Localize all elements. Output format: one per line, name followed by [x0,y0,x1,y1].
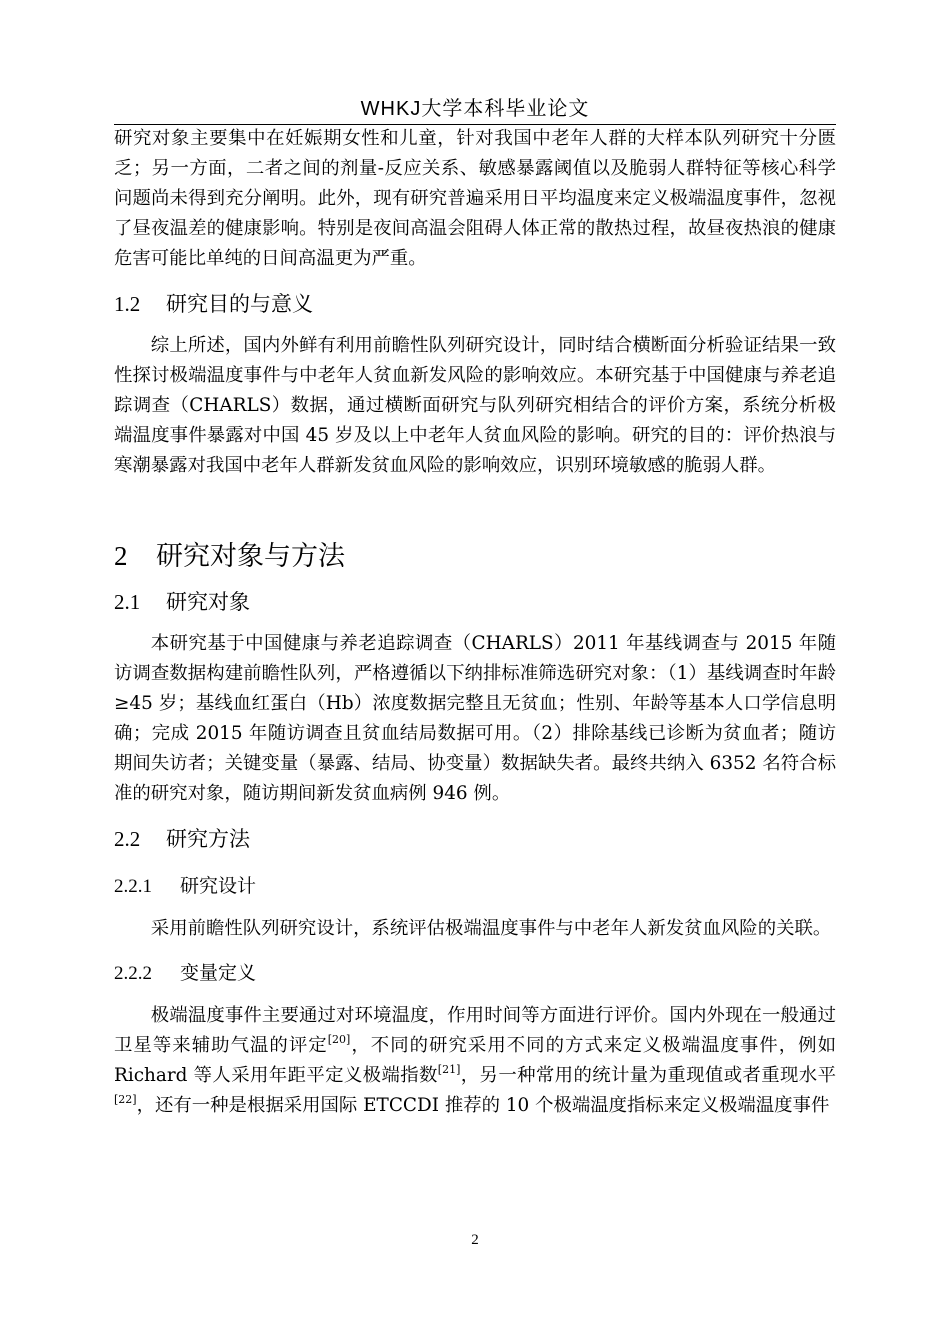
subsection-title: 变量定义 [180,962,257,984]
section-heading-1-2 [114,289,836,319]
section-number: 2.1 [114,590,141,614]
chapter-title: 研究对象与方法 [156,541,345,572]
section-heading-2-2 [114,824,836,854]
section-heading-2-1 [114,587,836,617]
subsection-title: 研究设计 [180,875,257,897]
subsection-number: 2.2.1 [114,876,152,897]
subsection-number: 2.2.2 [114,963,152,984]
paragraph-2-2-1: 采用前瞻性队列研究设计，系统评估极端温度事件与中老年人新发贫血风险的关联。 [150,918,832,939]
citation: [22] [114,1093,137,1106]
section-title: 研究方法 [166,827,250,851]
subsection-heading-2-2-1 [114,871,836,902]
paragraph-2-2-2 [114,1001,836,1121]
text-run: ，另一种常用的统计量为重现值或者重现水平 [460,1065,836,1086]
page-number: 2 [471,1232,479,1248]
citation: [20] [327,1033,351,1046]
header-title: 大学本科毕业论文 [421,96,590,120]
running-header [0,92,950,121]
subsection-heading-2-2-2 [114,958,836,989]
citation: [21] [437,1063,461,1076]
header-prefix: WHKJ [360,98,422,120]
chapter-heading-2 [114,536,836,577]
text-run: 极端温度事件主要通过对环境温度，作用时间等方面进行评价。国内外现在一般通过卫星等来辅助气温的评定 [114,1005,836,1056]
section-number: 1.2 [114,292,141,316]
text-run: ，不同的研究采用不同的方式来定义极端温度事件，例如 Richard 等人采用年距平定义极端指数 [114,1035,836,1086]
page-body [114,124,836,1121]
section-title: 研究目的与意义 [166,292,313,316]
paragraph-2-1: 本研究基于中国健康与养老追踪调查（CHARLS）2011 年基线调查与 2015 年随访调查数据构建前瞻性队列，严格遵循以下纳排标准筛选研究对象：（1）基线调查时年龄≥45 岁；基线血红蛋白（Hb）浓度数据完整且无贫血；性别、年龄等基本人口学信息明确；完成 2015 年随访调查且贫血结局数据可用。（2）排除基线已诊断为贫血者；随访期间失访者；关键变量（暴露、结局、协变量）数据缺失者。最终共纳入 6352 名符合标准的研究对象，随访期间新发贫血病例 946 例。 [114,633,836,804]
paragraph-1-2: 综上所述，国内外鲜有利用前瞻性队列研究设计，同时结合横断面分析验证结果一致性探讨极端温度事件与中老年人贫血新发风险的影响效应。本研究基于中国健康与养老追踪调查（CHARLS）数据，通过横断面研究与队列研究相结合的评价方案，系统分析极端温度事件暴露对中国 45 岁及以上中老年人贫血风险的影响。研究的目的：评价热浪与寒潮暴露对我国中老年人群新发贫血风险的影响效应，识别环境敏感的脆弱人群。 [114,335,836,476]
section-title: 研究对象 [166,590,250,614]
paragraph-intro: 研究对象主要集中在妊娠期女性和儿童，针对我国中老年人群的大样本队列研究十分匮乏；另一方面，二者之间的剂量-反应关系、敏感暴露阈值以及脆弱人群特征等核心科学问题尚未得到充分阐明。此外，现有研究普遍采用日平均温度来定义极端温度事件，忽视了昼夜温差的健康影响。特别是夜间高温会阻碍人体正常的散热过程，故昼夜热浪的健康危害可能比单纯的日间高温更为严重。 [114,128,836,269]
text-run: ，还有一种是根据采用国际 ETCCDI 推荐的 10 个极端温度指标来定义极端温度事件 [136,1095,830,1116]
chapter-number: 2 [114,541,128,571]
section-number: 2.2 [114,827,141,851]
